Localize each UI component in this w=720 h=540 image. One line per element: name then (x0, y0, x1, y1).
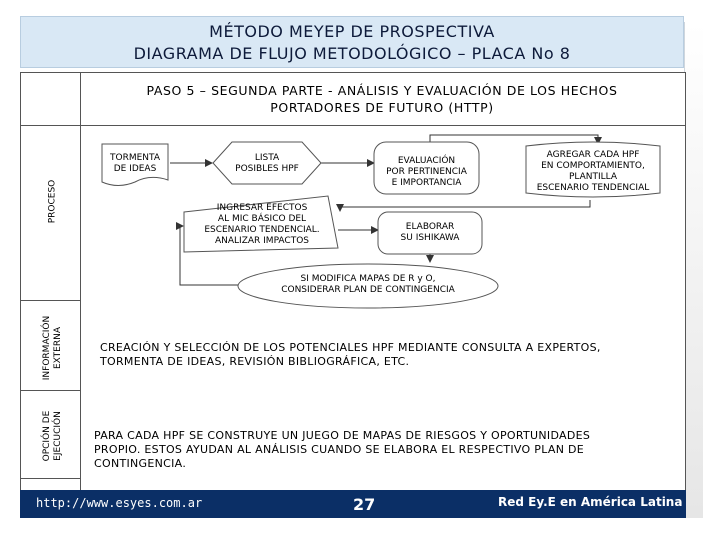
contingencia-label-line-1: SI MODIFICA MAPAS DE R y O, (300, 274, 436, 284)
ingresar-label-line-2: AL MIC BÁSICO DEL (217, 214, 307, 224)
lane-label-opcion-line-2: EJECUCIÓN (53, 411, 63, 461)
title-line-1: MÉTODO MEYEP DE PROSPECTIVA (209, 22, 495, 41)
evaluacion-label (376, 156, 477, 189)
ingresar-label-line-3: ESCENARIO TENDENCIAL. (204, 225, 320, 235)
agregar-label (526, 150, 660, 194)
lane-label-info-line-1: INFORMACIÓN (42, 315, 52, 381)
footer-bar (20, 490, 686, 518)
ingresar-label-line-1: INGRESAR EFECTOS (216, 203, 308, 213)
contingencia-label-line-2: CONSIDERAR PLAN DE CONTINGENCIA (281, 285, 455, 295)
ingresar-label (192, 203, 332, 247)
agregar-label-line-2: EN COMPORTAMIENTO, (541, 161, 645, 171)
elaborar-label-line-1: ELABORAR (405, 222, 455, 232)
lista-label-line-1: LISTA (254, 153, 280, 163)
evaluacion-label-line-1: EVALUACIÓN (397, 156, 456, 166)
evaluacion-label-line-3: E IMPORTANCIA (391, 178, 462, 188)
tormenta-label-line-1: TORMENTA (110, 153, 160, 163)
opcion-ejecucion-line-2: PROPIO. ESTOS AYUDAN AL ANÁLISIS CUANDO SE ELABORA EL RESPECTIVO PLAN DE (94, 443, 585, 456)
footer-url[interactable]: http://www.esyes.com.ar (36, 496, 203, 510)
lista-label (222, 153, 312, 175)
info-externa-text (100, 341, 680, 369)
agregar-label-line-1: AGREGAR CADA HPF (546, 150, 640, 160)
connector-agregar-ingresar (340, 200, 590, 211)
agregar-label-line-4: ESCENARIO TENDENCIAL (536, 183, 650, 193)
info-externa-line-2: TORMENTA DE IDEAS, REVISIÓN BIBLIOGRÁFICA, ETC. (100, 355, 410, 368)
lane-label-proceso: PROCESO (47, 179, 58, 224)
elaborar-label-line-2: SU ISHIKAWA (400, 233, 460, 243)
lane-label-opcion-line-1: OPCIÓN DE (42, 410, 52, 462)
opcion-ejecucion-line-3: CONTINGENCIA. (94, 457, 187, 470)
step-header-line-1: PASO 5 – SEGUNDA PARTE - ANÁLISIS Y EVALUACIÓN DE LOS HECHOS (146, 83, 618, 98)
opcion-ejecucion-line-1: PARA CADA HPF SE CONSTRUYE UN JUEGO DE MAPAS DE RIESGOS Y OPORTUNIDADES (94, 429, 591, 442)
lista-label-line-2: POSIBLES HPF (235, 164, 299, 174)
evaluacion-label-line-2: POR PERTINENCIA (386, 167, 467, 177)
page-number: 27 (353, 495, 376, 514)
contingencia-label (248, 274, 488, 296)
opcion-ejecucion-text (94, 429, 680, 471)
lane-label-info-line-2: EXTERNA (53, 326, 63, 370)
footer-brand: Red Ey.E en América Latina (498, 495, 683, 509)
title-line-2: DIAGRAMA DE FLUJO METODOLÓGICO – PLACA No 8 (133, 44, 571, 63)
tormenta-label-line-2: DE IDEAS (113, 164, 157, 174)
tormenta-label (104, 153, 166, 175)
ingresar-label-line-4: ANALIZAR IMPACTOS (215, 236, 309, 246)
elaborar-label (380, 222, 480, 244)
step-header-line-2: PORTADORES DE FUTURO (HTTP) (270, 100, 494, 115)
agregar-label-line-3: PLANTILLA (568, 172, 618, 182)
info-externa-line-1: CREACIÓN Y SELECCIÓN DE LOS POTENCIALES HPF MEDIANTE CONSULTA A EXPERTOS, (100, 341, 601, 354)
